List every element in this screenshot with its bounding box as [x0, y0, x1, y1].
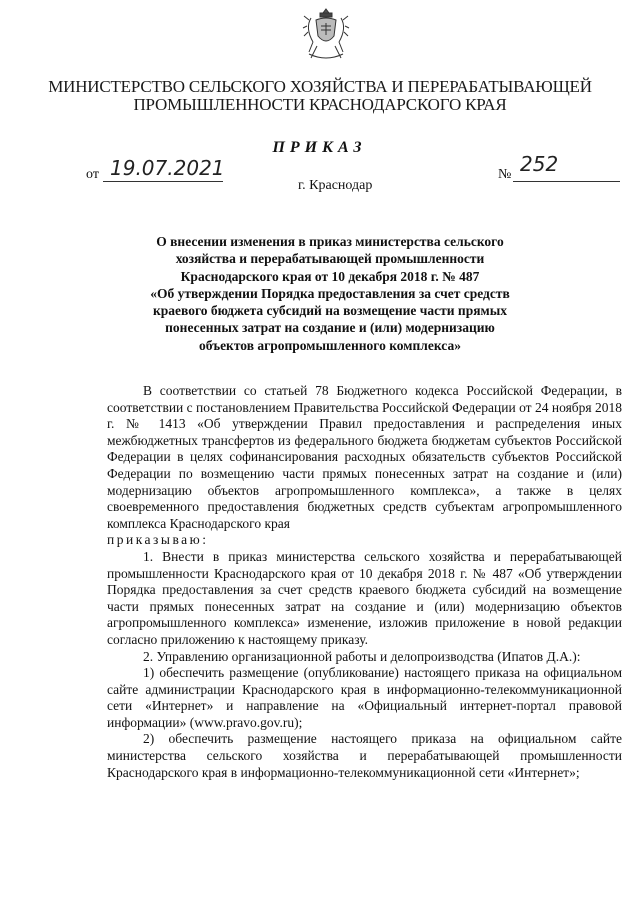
heading-line: краевого бюджета субсидий на возмещение части прямых — [152, 303, 507, 319]
item-2-1: 1) обеспечить размещение (опубликование) настоящего приказа на официальном сайте администрации Краснодарского края в информационно-телекоммуникационной сети «Интернет» и направление на «Официальный интернет-портал правовой информации» (www.pravo.gov.ru); — [107, 665, 622, 730]
city: г. Краснодар — [298, 178, 373, 193]
date-prefix: от — [86, 167, 99, 182]
item-1: 1. Внести в приказ министерства сельского хозяйства и перерабатывающей промышленности Краснодарского края от 10 декабря 2018 г. № 487 «Об утверждении Порядка предоставления за счет средств краевого бюджета субсидий на возмещение части прямых понесенных затрат на создание и (или) модернизацию объектов агропромышленного комплекса» изменение, изложив приложение в новой редакции согласно приложению к настоящему приказу. — [107, 548, 622, 647]
heading-line: хозяйства и перерабатывающей промышленности — [175, 251, 485, 267]
heading-line: объектов агропромышленного комплекса» — [199, 337, 461, 353]
order-heading — [120, 233, 540, 354]
number-value: 252 — [520, 152, 559, 176]
order-word: приказываю: — [107, 532, 209, 548]
number-underline — [513, 181, 620, 182]
number-prefix: № — [498, 167, 512, 182]
date-underline — [103, 181, 223, 182]
heading-line: Краснодарского края от 10 декабря 2018 г. № 487 — [180, 268, 480, 284]
intro-paragraph: В соответствии со статьей 78 Бюджетного кодекса Российской Федерации, в соответствии с постановлением Правительства Российской Федерации от 24 ноября 2018 г. № 1413 «Об утверждении Правил предоставления и распределения иных межбюджетных трансфертов из федерального бюджета бюджетам субъектов Российской Федерации в целях софинансирования расходных обязательств субъектов Российской Федерации по возмещению части прямых понесенных затрат на создание и (или) модернизацию объектов агропромышленного комплекса», а также в целях своевременного предоставления бюджетных средств субъектам агропромышленного комплекса Краснодарского края — [107, 383, 622, 531]
ministry-name-line2: ПРОМЫШЛЕННОСТИ КРАСНОДАРСКОГО КРАЯ — [133, 95, 507, 114]
heading-line: О внесении изменения в приказ министерства сельского — [156, 234, 504, 249]
order-body — [107, 383, 622, 781]
item-2: 2. Управлению организационной работы и делопроизводства (Ипатов Д.А.): — [143, 648, 581, 664]
item-2-2: 2) обеспечить размещение настоящего приказа на официальном сайте министерства сельского хозяйства и перерабатывающей промышленности Краснодарского края в информационно-телекоммуникационной сети «Интернет»; — [107, 731, 622, 780]
heading-line: понесенных затрат на создание и (или) модернизацию — [165, 320, 495, 336]
ministry-name-line1: МИНИСТЕРСТВО СЕЛЬСКОГО ХОЗЯЙСТВА И ПЕРЕРАБАТЫВАЮЩЕЙ — [48, 77, 592, 96]
order-title: ПРИКАЗ — [272, 139, 367, 156]
heading-line: «Об утверждении Порядка предоставления за счет средств — [150, 285, 510, 301]
date-value: 19.07.2021 — [110, 156, 225, 180]
coat-of-arms-emblem — [301, 6, 351, 64]
